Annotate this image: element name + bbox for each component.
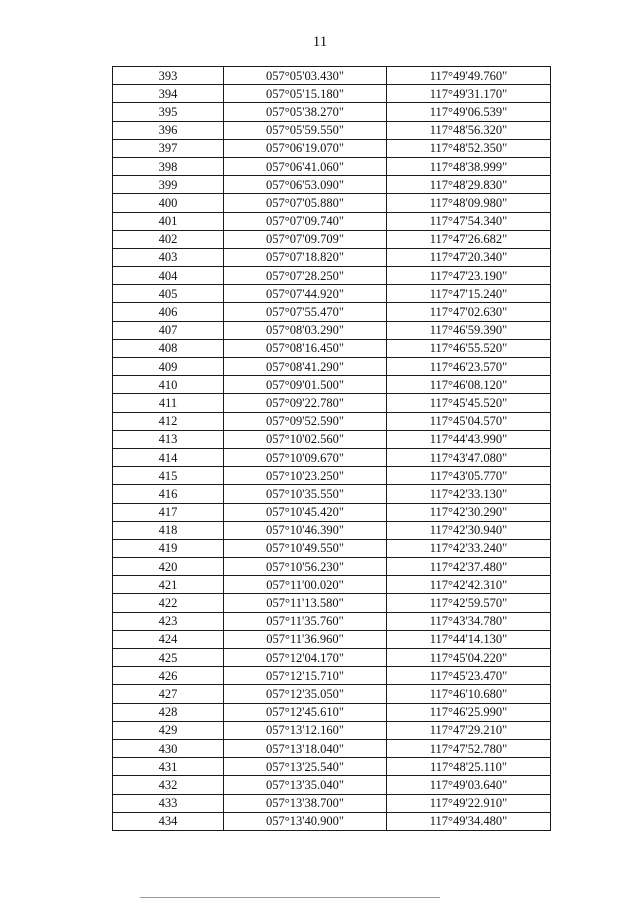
latitude-cell: 057°13'38.700" [224,794,387,812]
latitude-cell: 057°12'45.610" [224,703,387,721]
longitude-cell: 117°49'49.760" [387,67,551,85]
point-number-cell: 393 [113,67,224,85]
latitude-cell: 057°11'13.580" [224,594,387,612]
latitude-cell: 057°05'15.180" [224,85,387,103]
latitude-cell: 057°11'36.960" [224,630,387,648]
longitude-cell: 117°42'33.130" [387,485,551,503]
longitude-cell: 117°42'30.290" [387,503,551,521]
page-number: 11 [312,34,328,50]
table-row [113,794,551,812]
longitude-cell: 117°48'52.350" [387,139,551,157]
longitude-cell: 117°45'04.570" [387,412,551,430]
point-number-cell: 412 [113,412,224,430]
longitude-cell: 117°47'52.780" [387,739,551,757]
longitude-cell: 117°45'23.470" [387,667,551,685]
point-number-cell: 409 [113,358,224,376]
table-row [113,157,551,175]
latitude-cell: 057°12'15.710" [224,667,387,685]
longitude-cell: 117°44'43.990" [387,430,551,448]
point-number-cell: 403 [113,248,224,266]
table-row [113,503,551,521]
table-row [113,758,551,776]
table-row [113,212,551,230]
table-row [113,358,551,376]
point-number-cell: 402 [113,230,224,248]
table-row [113,539,551,557]
latitude-cell: 057°11'00.020" [224,576,387,594]
longitude-cell: 117°46'55.520" [387,339,551,357]
longitude-cell: 117°47'54.340" [387,212,551,230]
table-row [113,812,551,830]
longitude-cell: 117°47'23.190" [387,267,551,285]
table-row [113,394,551,412]
point-number-cell: 411 [113,394,224,412]
point-number-cell: 417 [113,503,224,521]
table-row [113,448,551,466]
latitude-cell: 057°05'38.270" [224,103,387,121]
longitude-cell: 117°47'29.210" [387,721,551,739]
point-number-cell: 395 [113,103,224,121]
latitude-cell: 057°11'35.760" [224,612,387,630]
coordinates-table-body [113,67,551,831]
table-row [113,176,551,194]
longitude-cell: 117°49'22.910" [387,794,551,812]
table-row [113,139,551,157]
latitude-cell: 057°07'05.880" [224,194,387,212]
longitude-cell: 117°49'34.480" [387,812,551,830]
footer-rule [140,897,440,898]
point-number-cell: 406 [113,303,224,321]
point-number-cell: 413 [113,430,224,448]
point-number-cell: 401 [113,212,224,230]
point-number-cell: 407 [113,321,224,339]
table-row [113,376,551,394]
longitude-cell: 117°47'15.240" [387,285,551,303]
longitude-cell: 117°47'20.340" [387,248,551,266]
latitude-cell: 057°13'12.160" [224,721,387,739]
latitude-cell: 057°10'49.550" [224,539,387,557]
latitude-cell: 057°10'56.230" [224,558,387,576]
latitude-cell: 057°06'53.090" [224,176,387,194]
latitude-cell: 057°10'09.670" [224,448,387,466]
point-number-cell: 430 [113,739,224,757]
table-row [113,558,551,576]
point-number-cell: 426 [113,667,224,685]
latitude-cell: 057°07'55.470" [224,303,387,321]
longitude-cell: 117°42'59.570" [387,594,551,612]
table-row [113,703,551,721]
table-row [113,467,551,485]
longitude-cell: 117°42'37.480" [387,558,551,576]
point-number-cell: 414 [113,448,224,466]
latitude-cell: 057°09'01.500" [224,376,387,394]
longitude-cell: 117°43'47.080" [387,448,551,466]
longitude-cell: 117°43'05.770" [387,467,551,485]
latitude-cell: 057°08'41.290" [224,358,387,376]
latitude-cell: 057°10'23.250" [224,467,387,485]
latitude-cell: 057°07'44.920" [224,285,387,303]
longitude-cell: 117°42'30.940" [387,521,551,539]
longitude-cell: 117°48'09.980" [387,194,551,212]
table-row [113,67,551,85]
table-row [113,412,551,430]
latitude-cell: 057°08'16.450" [224,339,387,357]
latitude-cell: 057°09'22.780" [224,394,387,412]
table-row [113,194,551,212]
longitude-cell: 117°46'59.390" [387,321,551,339]
table-row [113,485,551,503]
point-number-cell: 400 [113,194,224,212]
point-number-cell: 433 [113,794,224,812]
latitude-cell: 057°13'40.900" [224,812,387,830]
table-row [113,285,551,303]
table-row [113,339,551,357]
table-row [113,612,551,630]
point-number-cell: 422 [113,594,224,612]
table-row [113,121,551,139]
latitude-cell: 057°13'18.040" [224,739,387,757]
latitude-cell: 057°13'35.040" [224,776,387,794]
table-row [113,739,551,757]
longitude-cell: 117°48'38.999" [387,157,551,175]
longitude-cell: 117°46'10.680" [387,685,551,703]
longitude-cell: 117°48'56.320" [387,121,551,139]
point-number-cell: 419 [113,539,224,557]
longitude-cell: 117°46'08.120" [387,376,551,394]
latitude-cell: 057°05'03.430" [224,67,387,85]
latitude-cell: 057°07'28.250" [224,267,387,285]
latitude-cell: 057°07'09.740" [224,212,387,230]
point-number-cell: 405 [113,285,224,303]
latitude-cell: 057°10'46.390" [224,521,387,539]
longitude-cell: 117°48'25.110" [387,758,551,776]
table-row [113,248,551,266]
point-number-cell: 424 [113,630,224,648]
latitude-cell: 057°09'52.590" [224,412,387,430]
point-number-cell: 408 [113,339,224,357]
point-number-cell: 434 [113,812,224,830]
longitude-cell: 117°49'03.640" [387,776,551,794]
point-number-cell: 429 [113,721,224,739]
latitude-cell: 057°10'45.420" [224,503,387,521]
longitude-cell: 117°47'26.682" [387,230,551,248]
table-row [113,667,551,685]
table-row [113,230,551,248]
point-number-cell: 404 [113,267,224,285]
latitude-cell: 057°08'03.290" [224,321,387,339]
longitude-cell: 117°45'45.520" [387,394,551,412]
latitude-cell: 057°13'25.540" [224,758,387,776]
longitude-cell: 117°45'04.220" [387,649,551,667]
longitude-cell: 117°49'06.539" [387,103,551,121]
latitude-cell: 057°12'04.170" [224,649,387,667]
point-number-cell: 396 [113,121,224,139]
latitude-cell: 057°07'18.820" [224,248,387,266]
point-number-cell: 399 [113,176,224,194]
longitude-cell: 117°46'23.570" [387,358,551,376]
coordinates-table [112,66,551,831]
table-row [113,430,551,448]
latitude-cell: 057°10'35.550" [224,485,387,503]
latitude-cell: 057°05'59.550" [224,121,387,139]
point-number-cell: 416 [113,485,224,503]
table-row [113,321,551,339]
table-row [113,267,551,285]
table-row [113,103,551,121]
table-row [113,649,551,667]
longitude-cell: 117°42'42.310" [387,576,551,594]
table-row [113,303,551,321]
longitude-cell: 117°46'25.990" [387,703,551,721]
table-row [113,721,551,739]
latitude-cell: 057°12'35.050" [224,685,387,703]
latitude-cell: 057°06'19.070" [224,139,387,157]
point-number-cell: 425 [113,649,224,667]
table-row [113,630,551,648]
point-number-cell: 394 [113,85,224,103]
table-row [113,576,551,594]
table-row [113,685,551,703]
point-number-cell: 423 [113,612,224,630]
longitude-cell: 117°48'29.830" [387,176,551,194]
table-row [113,521,551,539]
point-number-cell: 415 [113,467,224,485]
point-number-cell: 398 [113,157,224,175]
point-number-cell: 420 [113,558,224,576]
longitude-cell: 117°43'34.780" [387,612,551,630]
latitude-cell: 057°06'41.060" [224,157,387,175]
longitude-cell: 117°49'31.170" [387,85,551,103]
table-row [113,85,551,103]
point-number-cell: 421 [113,576,224,594]
longitude-cell: 117°42'33.240" [387,539,551,557]
point-number-cell: 410 [113,376,224,394]
longitude-cell: 117°44'14.130" [387,630,551,648]
point-number-cell: 427 [113,685,224,703]
point-number-cell: 418 [113,521,224,539]
table-row [113,594,551,612]
point-number-cell: 431 [113,758,224,776]
table-row [113,776,551,794]
latitude-cell: 057°10'02.560" [224,430,387,448]
point-number-cell: 428 [113,703,224,721]
point-number-cell: 397 [113,139,224,157]
latitude-cell: 057°07'09.709" [224,230,387,248]
longitude-cell: 117°47'02.630" [387,303,551,321]
point-number-cell: 432 [113,776,224,794]
